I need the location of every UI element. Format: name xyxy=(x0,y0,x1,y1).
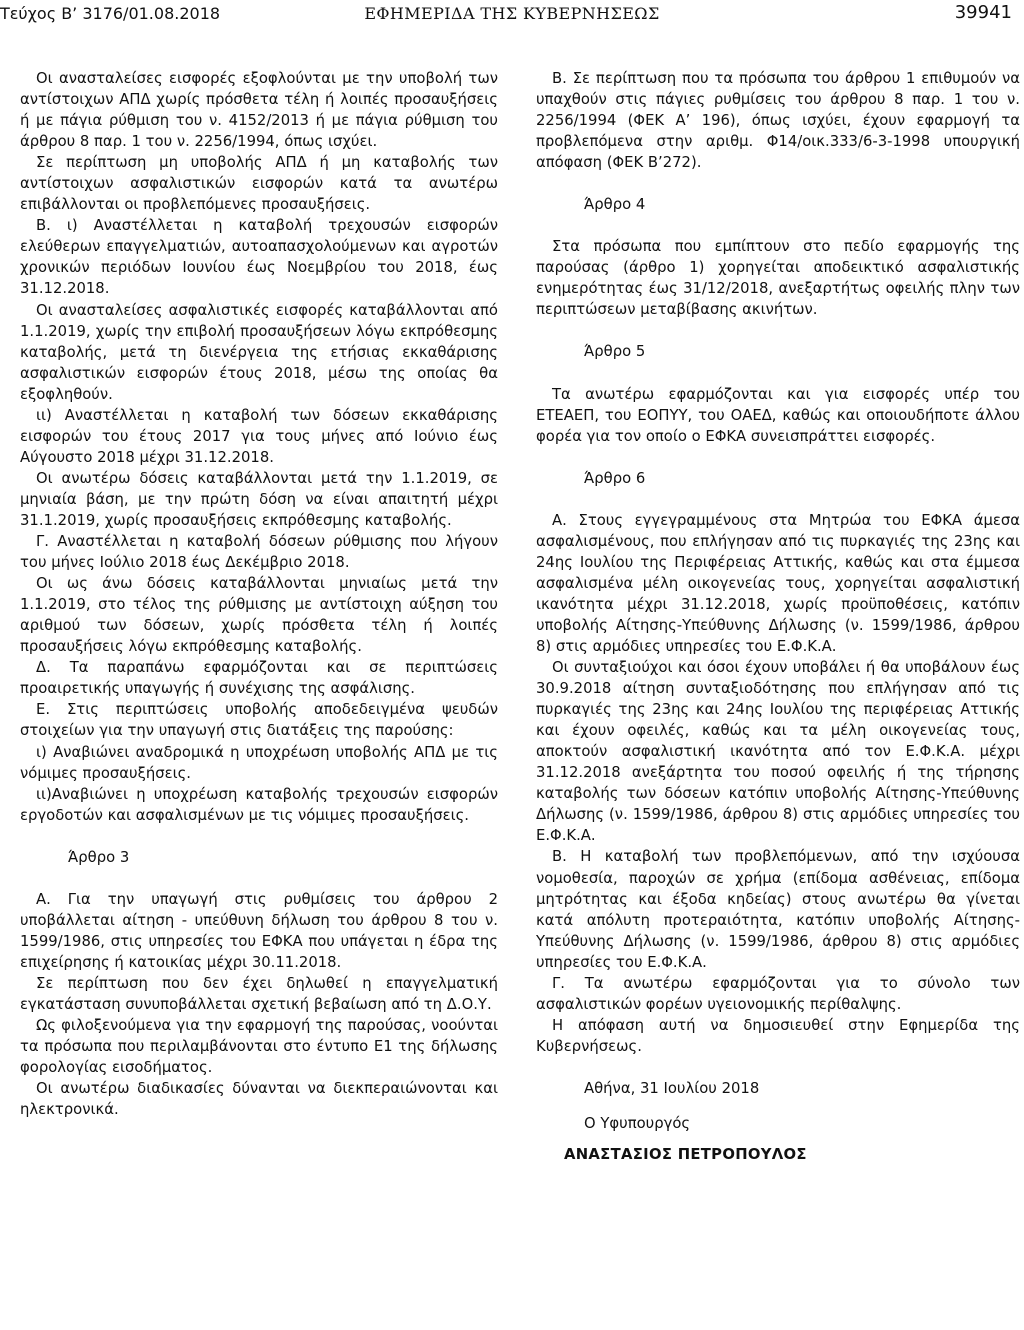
paragraph: Δ. Τα παραπάνω εφαρμόζονται και σε περιπτώσεις προαιρετικής υπαγωγής ή συνέχισης της ασφάλισης. xyxy=(20,659,498,698)
paragraph: Β. ι) Αναστέλλεται η καταβολή τρεχουσών εισφορών ελεύθερων επαγγελματιών, αυτοαπασχολούμενων και αγροτών χρονικών περιόδων Ιουνίου έως Νοεμβρίου του 2018, έως 31.12.2018. xyxy=(20,217,498,298)
paragraph: Σε περίπτωση που δεν έχει δηλωθεί η επαγγελματική εγκατάσταση συνυποβάλλεται σχετική βεβαίωση από τη Δ.Ο.Υ. xyxy=(20,974,498,1013)
signer-title: Ο Υφυπουργός xyxy=(584,1114,691,1132)
paragraph: Σε περίπτωση μη υποβολής ΑΠΔ ή μη καταβολής των αντίστοιχων ασφαλιστικών εισφορών κατά τα ανωτέρω επιβάλλονται οι προβλεπόμενες προσαυξήσεις. xyxy=(20,154,498,214)
paragraph: Γ. Αναστέλλεται η καταβολή δόσεων ρύθμισης που λήγουν του μήνες Ιούλιο 2018 έως Δεκέμβριο 2018. xyxy=(20,533,498,572)
paragraph: ιι) Αναστέλλεται η καταβολή των δόσεων εκκαθάρισης εισφορών του έτους 2017 για τους μήνες από Ιούνιο έως Αύγουστο 2018 μέχρι 31.12.2018. xyxy=(20,406,498,466)
paragraph: Ε. Στις περιπτώσεις υποβολής αποδεδειγμένα ψευδών στοιχείων για την υπαγωγή στις διατάξεις της παρούσης: xyxy=(20,701,498,740)
paragraph: Β. Η καταβολή των προβλεπόμενων, από την ισχύουσα νομοθεσία, παροχών σε χρήμα (επίδομα ασθένειας, επίδομα μητρότητας και έξοδα κηδείας) στους ανωτέρω θα γίνεται κατά απόλυτη προτεραιότητα, κατόπιν υποβολής Αίτησης-Υπεύθυνης Δήλωσης (ν. 1599/1986, άρθρου 8) στις αρμόδιες υπηρεσίες του Ε.Φ.Κ.Α. xyxy=(536,848,1020,971)
signature-date: Αθήνα, 31 Ιουλίου 2018 xyxy=(584,1079,760,1097)
paragraph: Α. Στους εγγεγραμμένους στα Μητρώα του ΕΦΚΑ άμεσα ασφαλισμένους, που επλήγησαν από τις πυρκαγιές της 23ης και 24ης Ιουλίου της Περιφέρειας Αττικής, καθώς και στα έμμεσα ασφαλισμένα μέλη οικογενείας τους, χορηγείται ασφαλιστική ικανότητα μέχρι 31.12.2018, χωρίς προϋποθέσεις, κατόπιν υποβολής Αίτησης-Υπεύθυνης Δήλωσης (ν. 1599/1986, άρθρου 8) στις αρμόδιες υπηρεσίες του Ε.Φ.Κ.Α. xyxy=(536,511,1020,655)
left-column xyxy=(20,68,498,1120)
paragraph: Η απόφαση αυτή να δημοσιευθεί στην Εφημερίδα της Κυβερνήσεως. xyxy=(536,1016,1020,1055)
paragraph: Οι συνταξιούχοι και όσοι έχουν υποβάλει ή θα υποβάλουν έως 30.9.2018 αίτηση συνταξιοδότησης που επλήγησαν από τις πυρκαγιές της 23ης και 24ης Ιουλίου της περιφέρειας Αττικής και έχουν οφειλές, καθώς και τα μέλη οικογενείας τους, αποκτούν ασφαλιστική ικανότητα από τον Ε.Φ.Κ.Α. μέχρι 31.12.2018 ανεξάρτητα του ποσού οφειλής ή της τήρησης καταβολής των δόσεων κατόπιν υποβολής Αίτησης-Υπεύθυνης Δήλωσης (ν. 1599/1986, άρθρου 8) στις αρμόδιες υπηρεσίες του Ε.Φ.Κ.Α. xyxy=(536,659,1020,845)
paragraph: Γ. Τα ανωτέρω εφαρμόζονται για το σύνολο των ασφαλιστικών φορέων υγειονομικής περίθαλψης. xyxy=(536,974,1020,1013)
article-3-heading: Άρθρο 3 xyxy=(68,848,130,866)
page-number: 39941 xyxy=(954,2,1012,23)
paragraph: ι) Αναβιώνει αναδρομικά η υποχρέωση υποβολής ΑΠΔ με τις νόμιμες προσαυξήσεις. xyxy=(20,743,498,782)
right-column xyxy=(536,68,1020,1165)
paragraph: Α. Για την υπαγωγή στις ρυθμίσεις του άρθρου 2 υποβάλλεται αίτηση - υπεύθυνη δήλωση του άρθρου 8 του ν. 1599/1986, στις υπηρεσίες του ΕΦΚΑ που υπάγεται η έδρα της επιχείρησης ή κατοικίας μέχρι 30.11.2018. xyxy=(20,890,498,971)
article-4-heading: Άρθρο 4 xyxy=(584,196,646,214)
paragraph: Οι ανασταλείσες εισφορές εξοφλούνται με την υποβολή των αντίστοιχων ΑΠΔ χωρίς πρόσθετα τέλη ή λοιπές προσαυξήσεις ή με πάγια ρύθμιση του ν. 4152/2013 ή με πάγια ρύθμιση του άρθρου 8 παρ. 1 του ν. 2256/1994, όπως ισχύει. xyxy=(20,70,498,151)
paragraph: Οι ανωτέρω δόσεις καταβάλλονται μετά την 1.1.2019, σε μηνιαία βάση, με την πρώτη δόση να είναι απαιτητή μέχρι 31.1.2019, χωρίς προσαυξήσεις εκπρόθεσμης καταβολής. xyxy=(20,469,498,529)
paragraph: Ως φιλοξενούμενα για την εφαρμογή της παρούσας, νοούνται τα πρόσωπα που περιλαμβάνονται στο έντυπο Ε1 της δήλωσης φορολογίας εισοδήματος. xyxy=(20,1017,498,1077)
gazette-title: ΕΦΗΜΕΡΙΔΑ ΤΗΣ ΚΥΒΕΡΝΗΣΕΩΣ xyxy=(364,4,660,23)
paragraph: Οι ως άνω δόσεις καταβάλλονται μηνιαίως μετά την 1.1.2019, στο τέλος της ρύθμισης με αντίστοιχη αύξηση του αριθμού των δόσεων, χωρίς πρόσθετα τέλη ή λοιπές προσαυξήσεις λόγω εκπρόθεσμης καταβολής. xyxy=(20,575,498,656)
page-header xyxy=(0,0,1024,30)
paragraph: Στα πρόσωπα που εμπίπτουν στο πεδίο εφαρμογής της παρούσας (άρθρο 1) χορηγείται αποδεικτικό ασφαλιστικής ενημερότητας έως 31/12/2018, ανεξαρτήτως οφειλής πλην των περιπτώσεων μεταβίβασης ακινήτων. xyxy=(536,238,1020,319)
paragraph: Οι ανασταλείσες ασφαλιστικές εισφορές καταβάλλονται από 1.1.2019, χωρίς την επιβολή προσαυξήσεων λόγω εκπρόθεσμης καταβολής, μετά τη διενέργεια της ετήσιας εκκαθάρισης ασφαλιστικών εισφορών έτους 2018, μέσω της οποίας θα εξοφληθούν. xyxy=(20,301,498,403)
paragraph: Τα ανωτέρω εφαρμόζονται και για εισφορές υπέρ του ΕΤΕΑΕΠ, του ΕΟΠΥΥ, του ΟΑΕΔ, καθώς και οποιουδήποτε άλλου φορέα για τον οποίο ο ΕΦΚΑ συνεισπράττει εισφορές. xyxy=(536,385,1020,445)
article-5-heading: Άρθρο 5 xyxy=(584,343,646,361)
paragraph: Β. Σε περίπτωση που τα πρόσωπα του άρθρου 1 επιθυμούν να υπαχθούν στις πάγιες ρυθμίσεις του άρθρου 8 παρ. 1 του ν. 2256/1994 (ΦΕΚ Α’ 196), όπως ισχύει, έχουν εφαρμογή τα προβλεπόμενα στην αριθμ. Φ14/οικ.333/6-3-1998 υπουργική απόφαση (ΦΕΚ Β’272). xyxy=(536,70,1020,172)
article-6-heading: Άρθρο 6 xyxy=(584,469,646,487)
paragraph: Οι ανωτέρω διαδικασίες δύνανται να διεκπεραιώνονται και ηλεκτρονικά. xyxy=(20,1080,498,1119)
paragraph: ιι)Αναβιώνει η υποχρέωση καταβολής τρεχουσών εισφορών εργοδοτών και ασφαλισμένων με τις νόμιμες προσαυξήσεις. xyxy=(20,785,498,824)
issue-number: Τεύχος Β’ 3176/01.08.2018 xyxy=(0,4,221,23)
signer-name: ΑΝΑΣΤΑΣΙΟΣ ΠΕΤΡΟΠΟΥΛΟΣ xyxy=(564,1146,807,1164)
